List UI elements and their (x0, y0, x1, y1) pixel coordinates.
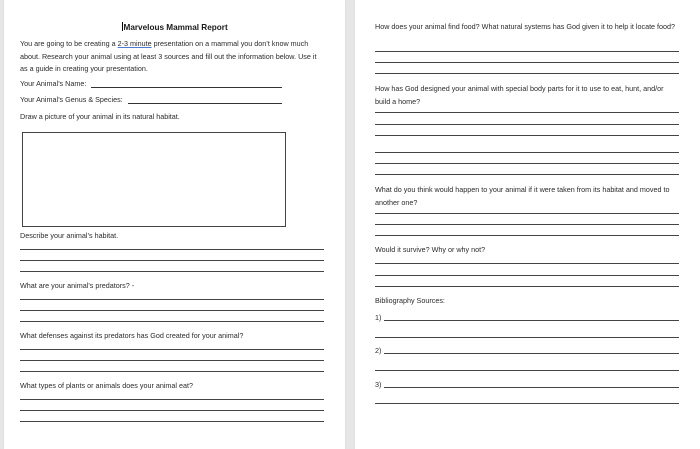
source-3-field-line-2[interactable] (375, 403, 679, 404)
question-predators: What are your animal’s predators? - (20, 281, 135, 290)
question-defenses: What defenses against its predators has God created for your animal? (20, 331, 244, 340)
answer-line[interactable] (375, 51, 679, 52)
answer-line[interactable] (375, 224, 679, 225)
answer-line[interactable] (375, 213, 679, 214)
document-page-2 (355, 0, 700, 449)
source-2-field-line-2[interactable] (375, 370, 679, 371)
answer-line[interactable] (375, 73, 679, 74)
source-3-field[interactable] (384, 387, 679, 388)
answer-line[interactable] (375, 174, 679, 175)
source-number: 3) (375, 380, 382, 389)
bibliography-label: Bibliography Sources: (375, 296, 445, 305)
question-diet: What types of plants or animals does your animal eat? (20, 381, 193, 390)
answer-line[interactable] (20, 321, 324, 322)
answer-line[interactable] (20, 360, 324, 361)
question-find-food: How does your animal find food? What natural systems has God given it to help it locate food? (375, 22, 676, 31)
answer-line[interactable] (20, 249, 324, 250)
question-body-parts: How has God designed your animal with special body parts for it to use to eat, hunt, and/or build a home? (375, 84, 664, 106)
draw-prompt: Draw a picture of your animal in its natural habitat. (20, 112, 180, 121)
answer-line[interactable] (20, 410, 324, 411)
answer-line[interactable] (375, 235, 679, 236)
genus-species-label: Your Animal’s Genus & Species: (20, 95, 123, 104)
answer-line[interactable] (375, 62, 679, 63)
answer-line[interactable] (20, 299, 324, 300)
answer-line[interactable] (375, 112, 679, 113)
source-1-field[interactable] (384, 320, 679, 321)
animal-name-field[interactable] (91, 87, 282, 88)
question-survive: Would it survive? Why or why not? (375, 245, 486, 254)
answer-line[interactable] (20, 399, 324, 400)
question-moved-habitat: What do you think would happen to your animal if it were taken from its habitat and moved to another one? (375, 185, 670, 207)
document-page-1 (4, 0, 345, 449)
animal-name-label: Your Animal’s Name: (20, 79, 87, 88)
answer-line[interactable] (375, 124, 679, 125)
source-number: 1) (375, 313, 382, 322)
answer-line[interactable] (375, 152, 679, 153)
question-habitat: Describe your animal’s habitat. (20, 231, 119, 240)
answer-line[interactable] (20, 310, 324, 311)
source-2-field[interactable] (384, 353, 679, 354)
answer-line[interactable] (375, 286, 679, 287)
duration-highlight: 2-3 minute (117, 39, 152, 48)
answer-line[interactable] (20, 260, 324, 261)
answer-line[interactable] (375, 275, 679, 276)
intro-paragraph: You are going to be creating a 2-3 minute presentation on a mammal you don’t know much about. Research your animal using at least 3 sources and fill out the information below. Use it as a guide in creating your presentation. (20, 39, 317, 73)
answer-line[interactable] (375, 263, 679, 264)
genus-species-field[interactable] (128, 103, 282, 104)
answer-line[interactable] (375, 135, 679, 136)
answer-line[interactable] (375, 163, 679, 164)
source-number: 2) (375, 346, 382, 355)
answer-line[interactable] (20, 371, 324, 372)
answer-line[interactable] (20, 271, 324, 272)
drawing-box[interactable] (22, 132, 286, 227)
source-1-field-line-2[interactable] (375, 337, 679, 338)
document-title: Marvelous Mammal Report (123, 23, 228, 32)
answer-line[interactable] (20, 421, 324, 422)
answer-line[interactable] (20, 349, 324, 350)
